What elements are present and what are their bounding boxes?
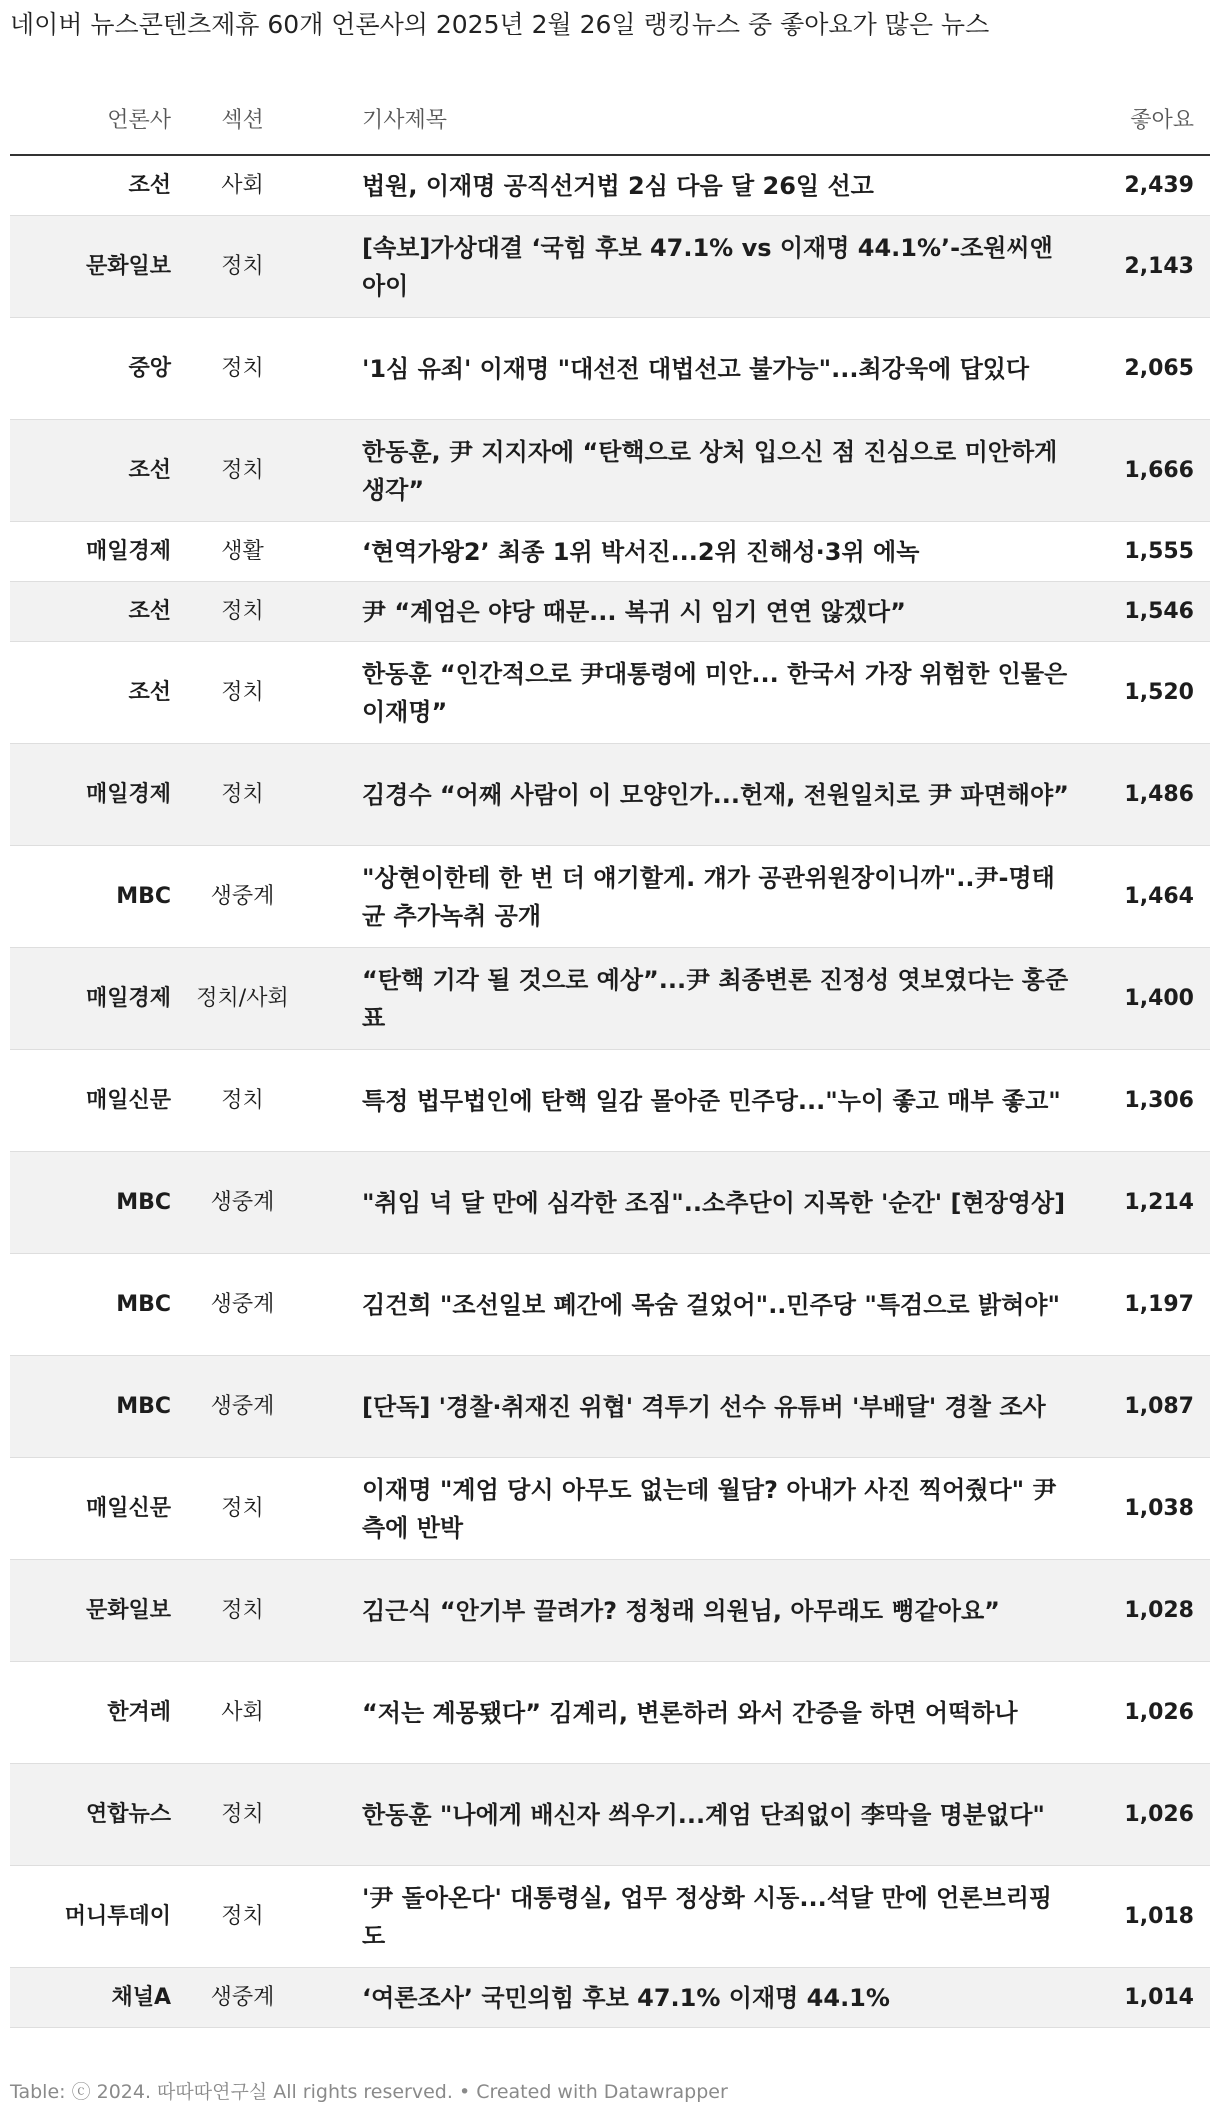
section-cell: 생활 xyxy=(175,522,310,582)
headline-cell: "상현이한테 한 번 더 얘기할게. 걔가 공관위원장이니까"..尹-명태균 추가녹취 공개 xyxy=(310,846,1080,948)
likes-cell: 1,087 xyxy=(1080,1356,1210,1458)
section-cell: 정치 xyxy=(175,1560,310,1662)
headline-cell: 김경수 “어째 사람이 이 모양인가...헌재, 전원일치로 尹 파면해야” xyxy=(310,744,1080,846)
headline-cell: 한동훈 "나에게 배신자 씌우기...계엄 단죄없이 李막을 명분없다" xyxy=(310,1764,1080,1866)
table-row xyxy=(10,1560,1210,1662)
table-row xyxy=(10,1458,1210,1560)
section-cell: 정치 xyxy=(175,1458,310,1560)
publisher-cell: 문화일보 xyxy=(10,216,175,318)
table-row xyxy=(10,318,1210,420)
table-row xyxy=(10,1866,1210,1968)
publisher-cell: 매일경제 xyxy=(10,948,175,1050)
headline-cell: '1심 유죄' 이재명 "대선전 대법선고 불가능"...최강욱에 답있다 xyxy=(310,318,1080,420)
likes-cell: 1,546 xyxy=(1080,582,1210,642)
table-row xyxy=(10,1764,1210,1866)
table-row xyxy=(10,582,1210,642)
section-cell: 사회 xyxy=(175,1662,310,1764)
headline-cell: 한동훈, 尹 지지자에 “탄핵으로 상처 입으신 점 진심으로 미안하게 생각” xyxy=(310,420,1080,522)
headline-cell: 김건희 "조선일보 폐간에 목숨 걸었어"..민주당 "특검으로 밝혀야" xyxy=(310,1254,1080,1356)
table-row xyxy=(10,522,1210,582)
publisher-cell: 매일경제 xyxy=(10,744,175,846)
publisher-cell: 채널A xyxy=(10,1968,175,2028)
likes-cell: 1,486 xyxy=(1080,744,1210,846)
section-cell: 생중계 xyxy=(175,846,310,948)
section-cell: 정치 xyxy=(175,1050,310,1152)
likes-cell: 1,520 xyxy=(1080,642,1210,744)
section-cell: 정치/사회 xyxy=(175,948,310,1050)
table-title: 네이버 뉴스콘텐츠제휴 60개 언론사의 2025년 2월 26일 랭킹뉴스 중 좋아요가 많은 뉴스 xyxy=(10,10,990,39)
publisher-cell: 중앙 xyxy=(10,318,175,420)
headline-cell: [단독] '경찰·취재진 위협' 격투기 선수 유튜버 '부배달' 경찰 조사 xyxy=(310,1356,1080,1458)
likes-cell: 1,014 xyxy=(1080,1968,1210,2028)
headline-cell: "취임 넉 달 만에 심각한 조짐"..소추단이 지목한 '순간' [현장영상] xyxy=(310,1152,1080,1254)
publisher-cell: MBC xyxy=(10,1152,175,1254)
section-cell: 생중계 xyxy=(175,1152,310,1254)
table-footer-credit: Table: ⓒ 2024. 따따따연구실 All rights reserved. • Created with Datawrapper xyxy=(10,2081,728,2103)
likes-cell: 1,214 xyxy=(1080,1152,1210,1254)
likes-cell: 1,038 xyxy=(1080,1458,1210,1560)
section-cell: 정치 xyxy=(175,420,310,522)
table-row xyxy=(10,948,1210,1050)
publisher-cell: 매일신문 xyxy=(10,1050,175,1152)
likes-cell: 1,026 xyxy=(1080,1662,1210,1764)
likes-cell: 1,555 xyxy=(1080,522,1210,582)
column-header-headline[interactable]: 기사제목 xyxy=(310,93,1080,155)
table-row xyxy=(10,1662,1210,1764)
table-row xyxy=(10,216,1210,318)
table-row xyxy=(10,744,1210,846)
likes-cell: 1,400 xyxy=(1080,948,1210,1050)
table-header xyxy=(10,93,1210,155)
headline-cell: ‘현역가왕2’ 최종 1위 박서진...2위 진해성·3위 에녹 xyxy=(310,522,1080,582)
publisher-cell: MBC xyxy=(10,846,175,948)
publisher-cell: 조선 xyxy=(10,642,175,744)
likes-cell: 2,143 xyxy=(1080,216,1210,318)
section-cell: 정치 xyxy=(175,1764,310,1866)
section-cell: 생중계 xyxy=(175,1968,310,2028)
table-row xyxy=(10,846,1210,948)
section-cell: 정치 xyxy=(175,642,310,744)
publisher-cell: 조선 xyxy=(10,582,175,642)
table-row xyxy=(10,1356,1210,1458)
publisher-cell: 매일경제 xyxy=(10,522,175,582)
headline-cell: ‘여론조사’ 국민의힘 후보 47.1% 이재명 44.1% xyxy=(310,1968,1080,2028)
table-row xyxy=(10,420,1210,522)
table-row xyxy=(10,1050,1210,1152)
headline-cell: 한동훈 “인간적으로 尹대통령에 미안... 한국서 가장 위험한 인물은 이재명” xyxy=(310,642,1080,744)
likes-cell: 1,306 xyxy=(1080,1050,1210,1152)
likes-cell: 1,028 xyxy=(1080,1560,1210,1662)
headline-cell: 尹 “계엄은 야당 때문... 복귀 시 임기 연연 않겠다” xyxy=(310,582,1080,642)
publisher-cell: 연합뉴스 xyxy=(10,1764,175,1866)
publisher-cell: MBC xyxy=(10,1356,175,1458)
table-row xyxy=(10,1968,1210,2028)
table-row xyxy=(10,1254,1210,1356)
publisher-cell: MBC xyxy=(10,1254,175,1356)
news-ranking-table xyxy=(10,93,1210,2028)
section-cell: 사회 xyxy=(175,155,310,216)
headline-cell: '尹 돌아온다' 대통령실, 업무 정상화 시동...석달 만에 언론브리핑도 xyxy=(310,1866,1080,1968)
likes-cell: 2,065 xyxy=(1080,318,1210,420)
section-cell: 생중계 xyxy=(175,1254,310,1356)
likes-cell: 1,464 xyxy=(1080,846,1210,948)
likes-cell: 1,666 xyxy=(1080,420,1210,522)
headline-cell: [속보]가상대결 ‘국힘 후보 47.1% vs 이재명 44.1%’-조원씨앤아이 xyxy=(310,216,1080,318)
likes-cell: 1,026 xyxy=(1080,1764,1210,1866)
publisher-cell: 조선 xyxy=(10,420,175,522)
table-row xyxy=(10,642,1210,744)
headline-cell: “탄핵 기각 될 것으로 예상”...尹 최종변론 진정성 엿보였다는 홍준표 xyxy=(310,948,1080,1050)
column-header-section[interactable]: 섹션 xyxy=(175,93,310,155)
headline-cell: 이재명 "계엄 당시 아무도 없는데 월담? 아내가 사진 찍어줬다" 尹측에 반박 xyxy=(310,1458,1080,1560)
column-header-likes[interactable]: 좋아요 xyxy=(1080,93,1210,155)
publisher-cell: 문화일보 xyxy=(10,1560,175,1662)
section-cell: 정치 xyxy=(175,318,310,420)
likes-cell: 1,018 xyxy=(1080,1866,1210,1968)
table-body xyxy=(10,155,1210,2028)
headline-cell: 김근식 “안기부 끌려가? 정청래 의원님, 아무래도 뻥같아요” xyxy=(310,1560,1080,1662)
headline-cell: 법원, 이재명 공직선거법 2심 다음 달 26일 선고 xyxy=(310,155,1080,216)
publisher-cell: 한겨레 xyxy=(10,1662,175,1764)
likes-cell: 1,197 xyxy=(1080,1254,1210,1356)
publisher-cell: 머니투데이 xyxy=(10,1866,175,1968)
likes-cell: 2,439 xyxy=(1080,155,1210,216)
section-cell: 정치 xyxy=(175,744,310,846)
table-row xyxy=(10,1152,1210,1254)
headline-cell: 특정 법무법인에 탄핵 일감 몰아준 민주당..."누이 좋고 매부 좋고" xyxy=(310,1050,1080,1152)
section-cell: 정치 xyxy=(175,1866,310,1968)
headline-cell: “저는 계몽됐다” 김계리, 변론하러 와서 간증을 하면 어떡하나 xyxy=(310,1662,1080,1764)
column-header-publisher[interactable]: 언론사 xyxy=(10,93,175,155)
publisher-cell: 매일신문 xyxy=(10,1458,175,1560)
table-row xyxy=(10,155,1210,216)
section-cell: 생중계 xyxy=(175,1356,310,1458)
section-cell: 정치 xyxy=(175,582,310,642)
publisher-cell: 조선 xyxy=(10,155,175,216)
section-cell: 정치 xyxy=(175,216,310,318)
